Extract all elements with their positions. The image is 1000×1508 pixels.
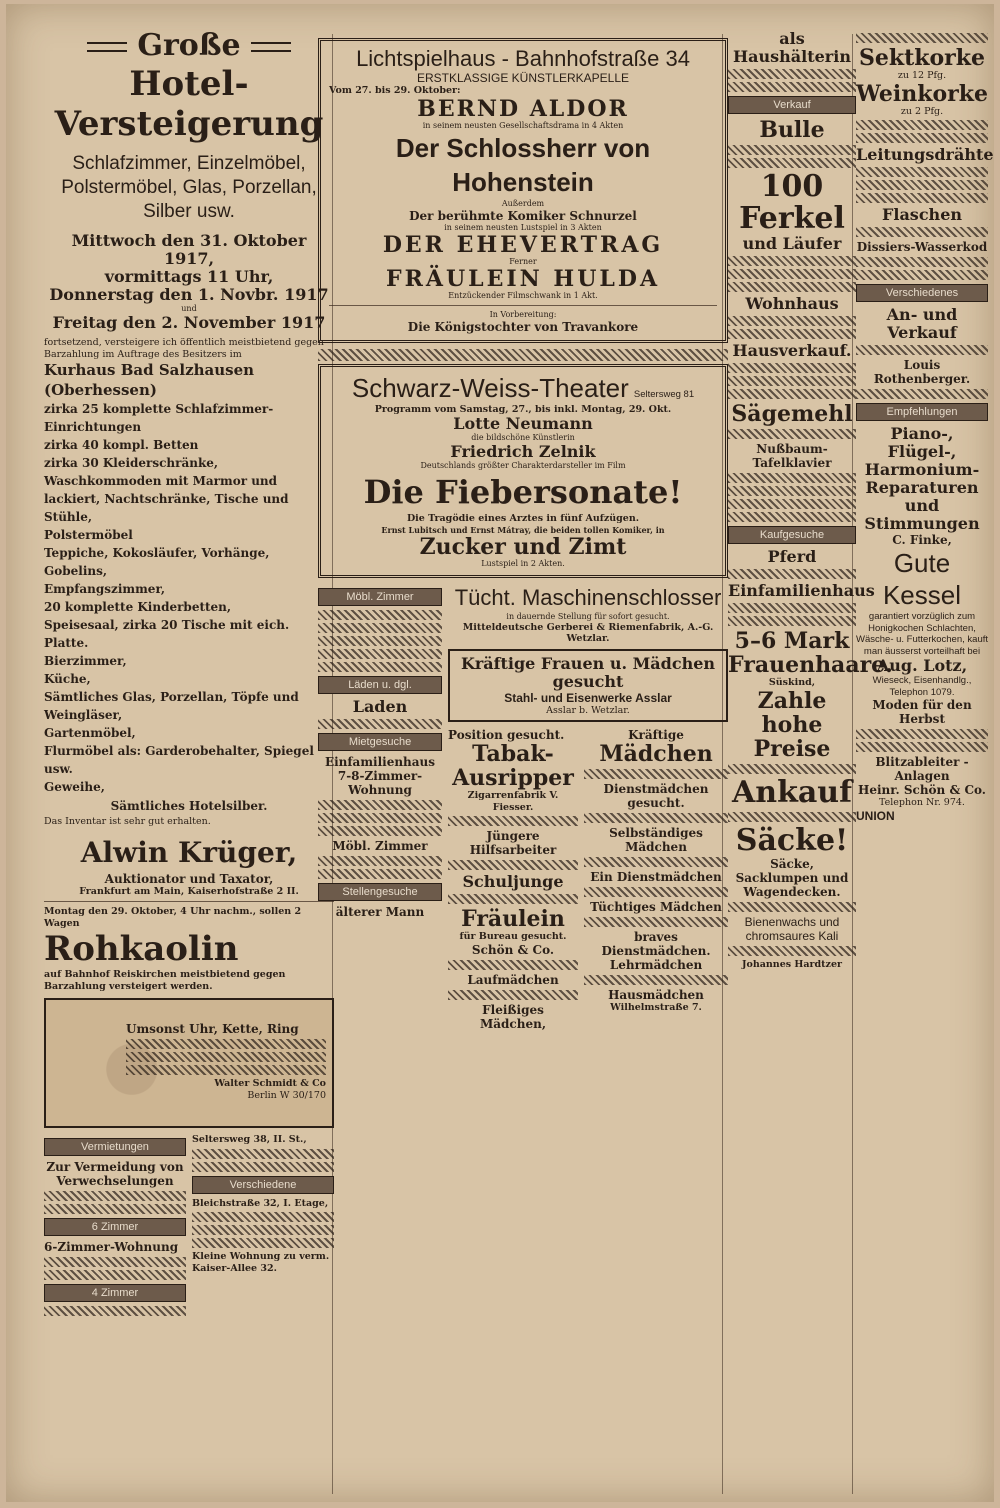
film-title-3: FRÄULEIN HULDA: [385, 265, 661, 292]
text-block: [728, 389, 856, 399]
comedians: Ernst Lubitsch und Ernst Mátray, die beiden tollen Komiker, in: [381, 524, 665, 535]
text-block: [584, 975, 728, 985]
residence: Wohnhaus: [745, 294, 839, 313]
comedian: Der berühmte Komiker Schnurzel: [409, 208, 637, 223]
text-block: [856, 167, 988, 177]
hotel-auction-ad: [44, 30, 334, 897]
auction-line: Küche,: [44, 672, 91, 686]
strong-label: Kräftige: [628, 728, 684, 742]
text-block: [728, 282, 856, 292]
section-wanted-rentals: Mietgesuche: [318, 733, 442, 751]
theatre-address: Seltersweg 81: [633, 388, 695, 400]
film-desc-3: Entzückender Filmschwank in 1 Akt.: [448, 290, 598, 300]
capable-girl: Tüchtiges Mädchen: [590, 900, 722, 914]
text-block: [728, 616, 856, 626]
text-block: [856, 257, 988, 267]
house-sale: Hausverkauf.: [732, 341, 852, 360]
film-title-5: Zucker und Zimt: [419, 533, 627, 560]
lotz-address: Wieseck, Eisenhandlg., Telephon 1079.: [872, 675, 972, 698]
schoen-co-2: Heinr. Schön & Co.: [858, 783, 986, 797]
text-block: [584, 813, 728, 823]
dissiers: Dissiers-Wasserkod: [856, 240, 988, 254]
section-6-rooms: 6 Zimmer: [44, 1218, 186, 1236]
inventory-note: Das Inventar ist sehr gut erhalten.: [44, 816, 211, 827]
text-block: [448, 960, 578, 970]
auction-time: vormittags 11 Uhr,: [104, 267, 274, 286]
ornament-icon: [251, 42, 291, 52]
house-wanted: Einfamilienhaus: [324, 754, 436, 769]
auction-items: Schlafzimmer, Einzelmöbel, Polstermöbel, Glas, Porzellan, Silber usw.: [61, 153, 317, 222]
text-block: [318, 623, 442, 633]
ad-title-small: Große: [137, 28, 241, 63]
piglets: 100 Ferkel: [739, 169, 845, 236]
ad-heading: Seltersweg 38, II. St.,: [192, 1134, 307, 1145]
text-block: [728, 473, 856, 483]
auction-line: Gartenmöbel,: [44, 726, 136, 740]
text-block: [318, 856, 442, 866]
text-block: [856, 742, 988, 752]
cinema-ad-2: [318, 364, 728, 578]
tobacco-title: Tabak-: [472, 741, 554, 767]
runners: und Läufer: [742, 234, 842, 253]
steelworks-title: Kräftige Frauen u. Mädchen gesucht: [460, 653, 716, 691]
text-block: [728, 329, 856, 339]
section-4-rooms: 4 Zimmer: [44, 1284, 186, 1302]
kettles: Gute Kessel: [882, 548, 962, 610]
watch-ad-title: Umsonst Uhr, Kette, Ring: [126, 1022, 299, 1036]
text-block: [318, 649, 442, 659]
ad-title: Hotel-Versteigerung: [54, 64, 324, 144]
preview-title: Die Königstochter von Travankore: [407, 319, 639, 334]
text-block: [728, 69, 856, 79]
lotz: Aug. Lotz,: [876, 656, 968, 675]
auction-line: zirka 30 Kleiderschränke,: [44, 456, 219, 470]
text-block: [192, 1238, 334, 1248]
programme-dates: Programm vom Samstag, 27., bis inkl. Montag, 29. Okt.: [374, 403, 672, 415]
text-block: [584, 917, 728, 927]
auctioneer-name: Alwin Krüger,: [80, 835, 298, 869]
border-ornament: [318, 349, 728, 361]
auction-line: zirka 25 komplette Schlafzimmer-Einrichtungen: [44, 402, 274, 434]
good-maid: braves Dienstmädchen.: [601, 930, 711, 958]
text-block: [728, 569, 856, 579]
sacks: Säcke!: [735, 822, 849, 858]
independent-girl: Selbständiges Mädchen: [609, 826, 703, 854]
auction-line: Sämtliches Hotelsilber.: [110, 799, 268, 813]
text-block: [318, 869, 442, 879]
notice-heading: Zur Vermeidung von Verwechselungen: [46, 1160, 184, 1188]
cigar-factory: Zigarrenfabrik V. Fiesser.: [467, 790, 559, 813]
ad-heading: Kleine Wohnung zu verm. Kaiser-Allee 32.: [192, 1251, 330, 1274]
horse: Pferd: [767, 547, 817, 566]
cinema-band: ERSTKLASSIGE KÜNSTLERKAPELLE: [416, 71, 630, 85]
text-block: [728, 812, 856, 822]
text-block: [856, 389, 988, 399]
steelworks-name: Stahl- und Eisenwerke Asslar: [504, 690, 672, 705]
text-block: [318, 636, 442, 646]
column-4: [856, 30, 994, 1500]
text-block: [856, 33, 988, 43]
a-maid: Ein Dienstmädchen: [590, 870, 722, 884]
comedy-desc: in seinem neusten Lustspiel in 3 Akten: [444, 222, 602, 232]
family-house: Einfamilienhaus: [728, 581, 875, 600]
text-block: [44, 1204, 186, 1214]
theatre-name: Schwarz-Weiss-Theater: [351, 372, 629, 403]
auctioneer-role: Auktionator und Taxator,: [104, 871, 274, 886]
auction-line: Geweihe,: [44, 780, 105, 794]
auction-date-1: Mittwoch den 31. Oktober 1917,: [71, 231, 307, 268]
repairs: Reparaturen und Stimmungen: [864, 478, 980, 533]
text-block: [728, 603, 856, 613]
beeswax: Bienenwachs und chromsaures Kali: [744, 914, 840, 943]
section-job-seekers: Stellengesuche: [318, 883, 442, 901]
bottles: Flaschen: [882, 205, 962, 224]
film-title: Der Schlossherr von Hohenstein: [395, 132, 651, 197]
text-block: [318, 662, 442, 672]
kaolin-title: Rohkaolin: [44, 929, 239, 969]
piano: Nußbaum-Tafelklavier: [752, 442, 832, 470]
telephone: Telephon Nr. 974.: [879, 797, 965, 808]
machinist-title: Tücht. Maschinenschlosser: [454, 584, 722, 610]
helpers: Jüngere Hilfsarbeiter: [469, 829, 557, 857]
text-block: [856, 180, 988, 190]
auction-line: Flurmöbel als: Garderobehalter, Spiegel usw.: [44, 744, 314, 776]
text-block: [448, 816, 578, 826]
text-block: [728, 429, 856, 439]
wires: Leitungsdrähte: [856, 145, 994, 164]
older-man: älterer Mann: [335, 904, 425, 919]
miss-desc: für Bureau gesucht.: [459, 931, 567, 942]
cinema-ad-1: [318, 38, 728, 343]
text-block: [856, 120, 988, 130]
text-block: [584, 769, 728, 779]
rothenberger: Louis Rothenberger.: [873, 358, 971, 386]
watch-ad-texture: [126, 1065, 326, 1075]
pianos: Piano-, Flügel-, Harmonium-: [864, 424, 980, 479]
column-1: [44, 30, 334, 1500]
auction-line: Bierzimmer,: [44, 654, 127, 668]
watch-ad-city: Berlin W 30/170: [247, 1089, 326, 1101]
divider: [329, 305, 717, 306]
position-wanted: Position gesucht.: [448, 728, 565, 742]
text-block: [728, 764, 856, 774]
lightning-rods: Blitzableiter - Anlagen: [875, 755, 969, 783]
text-block: [856, 345, 988, 355]
text-block: [728, 946, 856, 956]
auction-intro: fortsetzend, versteigere ich öffentlich meistbietend gegen Barzahlung im Auftrage des Besitzers im: [44, 337, 324, 360]
auction-line: zirka 40 kompl. Betten: [44, 438, 199, 452]
schoen-co: Schön & Co.: [471, 942, 555, 957]
text-block: [448, 990, 578, 1000]
text-block: [856, 193, 988, 203]
actress-desc: die bildschöne Künstlerin: [471, 433, 575, 442]
preview-label: In Vorbereitung:: [489, 309, 557, 319]
maid-wanted: Dienstmädchen gesucht.: [603, 782, 709, 810]
text-block: [318, 813, 442, 823]
fashion: Moden für den Herbst: [872, 698, 972, 726]
text-block: [318, 826, 442, 836]
shop-heading: Laden: [352, 696, 408, 716]
ad-heading: Bleichstraße 32, I. Etage,: [192, 1197, 329, 1209]
price-range: 5–6 Mark: [734, 628, 850, 654]
auction-date-3: Freitag den 2. November 1917: [52, 313, 326, 332]
bull: Bulle: [759, 117, 825, 143]
text-block: [728, 376, 856, 386]
text-block: [44, 1306, 186, 1316]
text-block: [448, 894, 578, 904]
pay-high-prices: Zahle hohe Preise: [753, 687, 831, 762]
film-desc-4: Die Tragödie eines Arztes in fünf Aufzügen.: [406, 513, 640, 524]
text-block: [728, 269, 856, 279]
section-wanted-to-buy: Kaufgesuche: [728, 526, 856, 544]
venue: Kurhaus Bad Salzhausen (Oberhessen): [44, 361, 255, 399]
diligent-girl: Fleißiges Mädchen,: [479, 1002, 547, 1031]
house-girl: Hausmädchen: [608, 988, 704, 1002]
apprentice-girl: Lehrmädchen: [609, 958, 703, 972]
text-block: [728, 499, 856, 509]
machinist-desc: in dauernde Stellung für sofort gesucht.: [506, 611, 670, 621]
steelworks-ad: [448, 649, 728, 723]
text-block: [584, 857, 728, 867]
sacks-desc: Säcke, Sacklumpen und Wagendecken.: [735, 856, 849, 899]
auction-line: Sämtliches Glas, Porzellan, Töpfe und Weingläser,: [44, 690, 299, 722]
section-rentals: Vermietungen: [44, 1138, 186, 1156]
text-block: [728, 363, 856, 373]
showing-dates: Vom 27. bis 29. Oktober:: [329, 85, 461, 96]
finke: C. Finke,: [892, 533, 952, 547]
and-label: und: [181, 304, 197, 313]
actress-name: Lotte Neumann: [453, 414, 593, 433]
text-block: [728, 902, 856, 912]
miss-title: Fräulein: [461, 906, 565, 932]
champagne-price: zu 12 Pfg.: [897, 70, 947, 81]
actor-desc: Deutschlands größter Charakterdarsteller im Film: [420, 461, 626, 470]
ornament-icon: [87, 42, 127, 52]
kettles-desc: garantiert vorzüglich zum Honigkochen Schlachten, Wäsche- u. Futterkochen, kauft man äusserst vorteilhaft bei: [856, 611, 989, 657]
section-various: Verschiedenes: [856, 284, 988, 302]
further-label: Ferner: [509, 256, 537, 266]
text-block: [192, 1162, 334, 1172]
sawdust: Sägemehl: [731, 401, 853, 427]
kaolin-text: auf Bahnhof Reiskirchen meistbietend gegen Barzahlung versteigert werden.: [44, 969, 286, 992]
auctioneer-address: Frankfurt am Main, Kaiserhofstraße 2 II.: [79, 885, 299, 897]
divider: [44, 901, 334, 902]
auction-line: Empfangszimmer,: [44, 582, 166, 596]
girls-title: Mädchen: [599, 741, 713, 767]
wine-corks: Weinkorke: [856, 80, 989, 107]
text-block: [856, 133, 988, 143]
text-block: [318, 610, 442, 620]
kaolin-ad: [44, 906, 334, 992]
section-sales: Verkauf: [728, 96, 856, 114]
text-block: [856, 270, 988, 280]
section-misc: Verschiedene: [192, 1176, 334, 1194]
auction-date-2: Donnerstag den 1. Novbr. 1917: [49, 285, 329, 304]
actor-name-2: Friedrich Zelnik: [450, 442, 596, 461]
text-block: [44, 1270, 186, 1280]
text-block: [728, 145, 856, 155]
text-block: [728, 82, 856, 92]
watch-ad-company: Walter Schmidt & Co: [214, 1078, 326, 1089]
machinist-ad: [448, 584, 728, 645]
cinema-name: Lichtspielhaus - Bahnhofstraße 34: [356, 46, 690, 71]
actor-name: BERND ALDOR: [417, 95, 629, 122]
wilhelm-street: Wilhelmstraße 7.: [610, 1002, 702, 1013]
auction-line: Polstermöbel: [44, 528, 133, 542]
flat-wanted: 7-8-Zimmer-Wohnung: [337, 768, 423, 797]
tobacco-title-2: Ausripper: [452, 765, 574, 791]
text-block: [318, 800, 442, 810]
tannery-city: Wetzlar.: [566, 633, 610, 644]
text-block: [584, 887, 728, 897]
text-block: [728, 316, 856, 326]
hardtzer: Johannes Hardtzer: [741, 958, 843, 970]
film-desc-5: Lustspiel in 2 Akten.: [481, 558, 565, 568]
tannery: Mitteldeutsche Gerberei & Riemenfabrik, A.-G.: [462, 621, 714, 633]
buy-and-sell: An- und Verkauf: [886, 305, 958, 342]
union: UNION: [856, 808, 895, 823]
text-block: [856, 227, 988, 237]
text-block: [192, 1149, 334, 1159]
text-block: [856, 729, 988, 739]
flat-heading: 6-Zimmer-Wohnung: [44, 1240, 179, 1254]
auction-line: Teppiche, Kokosläufer, Vorhänge, Gobelins,: [44, 546, 270, 578]
watch-ad: [44, 998, 334, 1128]
section-shops: Läden u. dgl.: [318, 676, 442, 694]
watch-ad-texture: [126, 1052, 326, 1062]
auction-line: 20 komplette Kinderbetten,: [44, 600, 232, 614]
errand-girl: Laufmädchen: [467, 972, 559, 987]
watch-ad-texture: [126, 1039, 326, 1049]
text-block: [728, 256, 856, 266]
auction-line: Speisesaal, zirka 20 Tische mit eich. Platte.: [44, 618, 290, 650]
text-block: [448, 860, 578, 870]
text-block: [318, 719, 442, 729]
purchase: Ankauf: [731, 774, 853, 810]
housekeeper: als Haushälterin: [733, 29, 851, 66]
text-block: [44, 1191, 186, 1201]
schoolboy: Schuljunge: [462, 872, 564, 891]
champagne-corks: Sektkorke: [858, 45, 986, 71]
film-title-4: Die Fiebersonate!: [363, 473, 683, 511]
section-recommendations: Empfehlungen: [856, 403, 988, 421]
suesskind: Süskind,: [768, 677, 816, 688]
text-block: [728, 486, 856, 496]
also-label: Außerdem: [501, 198, 545, 208]
section-furnished-rooms: Möbl. Zimmer: [318, 588, 442, 606]
text-block: [192, 1225, 334, 1235]
text-block: [192, 1212, 334, 1222]
womens-hair: Frauenhaare.: [728, 652, 893, 678]
film-desc: in seinem neusten Gesellschaftsdrama in 4 Akten: [422, 120, 624, 130]
auction-line: Waschkommoden mit Marmor und lackiert, Nachtschränke, Tische und Stühle,: [44, 474, 289, 524]
steelworks-city: Asslar b. Wetzlar.: [546, 704, 630, 716]
kaolin-intro: Montag den 29. Oktober, 4 Uhr nachm., sollen 2 Wagen: [44, 906, 302, 929]
newspaper-page: [6, 4, 994, 1502]
text-block: [728, 512, 856, 522]
film-title-2: DER EHEVERTRAG: [382, 231, 664, 258]
column-2: [318, 38, 728, 1508]
text-block: [728, 158, 856, 168]
room-wanted: Möbl. Zimmer: [332, 838, 428, 853]
text-block: [44, 1257, 186, 1267]
wine-price: zu 2 Pfg.: [900, 105, 944, 117]
